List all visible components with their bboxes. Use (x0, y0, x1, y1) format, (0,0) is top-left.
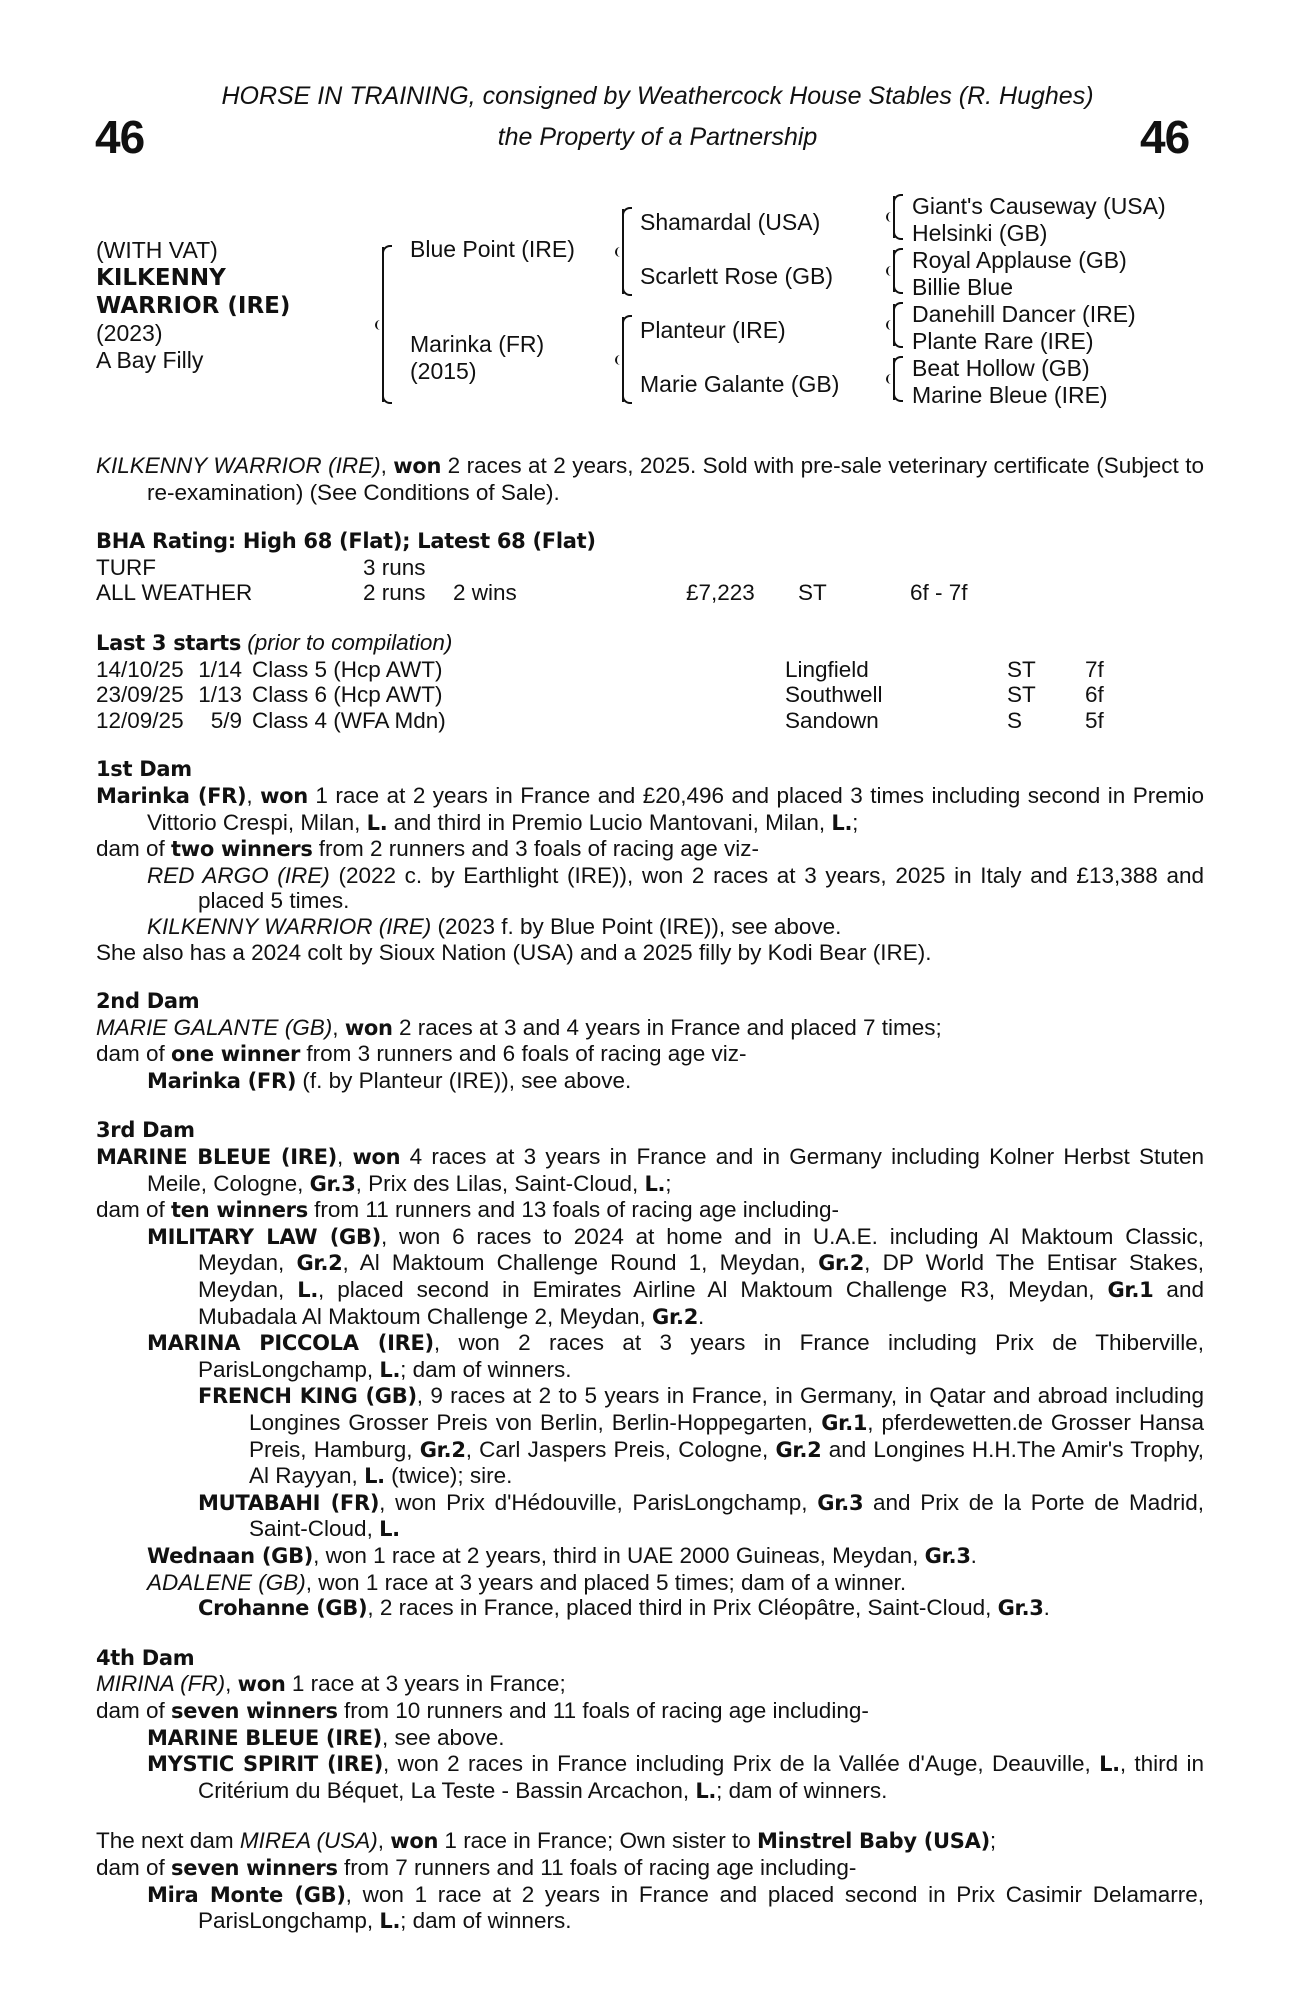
gen3-ancestor: Marine Bleue (IRE) (912, 382, 1108, 408)
start-date: 12/09/25 (96, 707, 184, 733)
text: ; dam of winners. (400, 1908, 572, 1934)
gen3-ancestor: Helsinki (GB) (912, 220, 1048, 246)
won-label: won (237, 1672, 286, 1697)
text: , 2 races in France, placed third in Prix Cléopâtre, Saint-Cloud, (367, 1595, 998, 1621)
text: , pferdewetten.de Grosser Hansa Preis, Hamburg, (249, 1410, 1204, 1462)
third-dam-title: 3rd Dam (96, 1118, 195, 1143)
start-row (96, 682, 1104, 708)
third-dam-produce (96, 1197, 1204, 1224)
listed-label: L. (379, 1517, 400, 1542)
text: dam of (96, 1197, 172, 1223)
winners-count: two winners (171, 837, 313, 862)
dam-name: MIREA (USA) (239, 1828, 378, 1854)
text: 4 races at 3 years in France and in Germany including Kolner Herbst Stuten Meile, Cologne, (147, 1144, 1204, 1196)
text: from 11 runners and 13 foals of racing age including- (307, 1197, 840, 1223)
progeny-name: Marinka (FR) (147, 1068, 297, 1093)
start-race: Class 6 (Hcp AWT) (252, 682, 443, 708)
text: ; (989, 1828, 997, 1854)
text: and Prix de la Porte de Madrid, Saint-Cloud, (249, 1489, 1204, 1542)
text: and Longines H.H.The Amir's Trophy, Al Rayyan, (249, 1436, 1204, 1489)
group-label: Gr.2 (818, 1251, 865, 1276)
text: dam of (96, 1697, 172, 1723)
vat-label: (WITH VAT) (96, 237, 218, 263)
start-course: Southwell (785, 682, 883, 708)
text: , 9 races at 2 to 5 years in France, in Germany, in Qatar and abroad including Longines Grosser Preis von Berlin, Berlin-Hoppegarten, (249, 1383, 1204, 1435)
group-label: Gr.2 (775, 1437, 822, 1462)
listed-label: L. (379, 1357, 401, 1382)
fourth-dam-paragraph: MIRINA (FR), won 1 race at 3 years in France; (96, 1671, 566, 1697)
horse-name-line2: WARRIOR (IRE) (96, 293, 291, 319)
fourth-dam-produce (96, 1698, 1204, 1725)
text: (f. by Planteur (IRE)), see above. (296, 1067, 632, 1093)
text: 1 race at 2 years in France and £20,496 and placed 3 times including second in Premio Vittorio Crespi, Milan, (147, 782, 1204, 835)
prize-money (686, 555, 798, 581)
dam-name: MARINE BLEUE (IRE) (96, 1145, 337, 1170)
progeny-entry (96, 1570, 1204, 1596)
sister-name: Minstrel Baby (USA) (757, 1829, 990, 1854)
text: , (377, 1828, 391, 1854)
first-dam-title: 1st Dam (96, 757, 192, 782)
text: dam of (96, 1854, 172, 1880)
start-position: 5/9 (210, 707, 242, 733)
sire-dam: Scarlett Rose (GB) (640, 263, 833, 289)
text: from 10 runners and 11 foals of racing age including- (337, 1697, 869, 1723)
progeny-name: Mira Monte (GB) (147, 1882, 346, 1907)
surface: ALL WEATHER (96, 580, 253, 606)
horse-name-line1: KILKENNY (96, 265, 226, 291)
fourth-dam-title: 4th Dam (96, 1645, 195, 1670)
text: . (698, 1303, 705, 1329)
text: and third in Premio Lucio Mantovani, Milan, (387, 809, 832, 835)
progeny-name: MUTABAHI (FR) (198, 1490, 380, 1515)
text: , Carl Jaspers Preis, Cologne, (465, 1436, 776, 1462)
listed-label: L. (1099, 1752, 1120, 1777)
progeny-name: ADALENE (GB) (147, 1569, 306, 1595)
text: , DP World The Entisar Stakes, Meydan, (198, 1250, 1204, 1303)
race-record-table (96, 555, 968, 606)
record-row (96, 580, 968, 606)
text: The next dam (96, 1828, 240, 1854)
distance: 6f - 7f (910, 580, 968, 606)
progeny-entry (96, 863, 1204, 914)
text: , third in Critérium du Béquet, La Teste - Bassin Arcachon, (198, 1751, 1204, 1803)
text: dam of (96, 1041, 172, 1067)
start-race: Class 5 (Hcp AWT) (252, 656, 443, 682)
catalogue-header-property: the Property of a Partnership (497, 123, 818, 151)
start-date: 14/10/25 (96, 656, 184, 682)
record-row (96, 555, 968, 581)
last-starts-table (96, 657, 1104, 734)
pedigree-bracket (893, 196, 895, 238)
distance (910, 555, 968, 581)
lot-number-right: 46 (1140, 111, 1190, 163)
start-row (96, 708, 1104, 734)
pedigree-bracket (893, 250, 895, 292)
text: . (970, 1542, 977, 1568)
text: , won 6 races to 2024 at home and in U.A.E. including Al Maktoum Classic, Meydan, (198, 1223, 1204, 1276)
group-label: Gr.1 (1107, 1278, 1154, 1303)
horse-year: (2023) (96, 320, 163, 346)
gen3-ancestor: Beat Hollow (GB) (912, 355, 1090, 381)
group-label: Gr.2 (652, 1304, 699, 1329)
start-position: 1/13 (198, 682, 242, 708)
second-dam-produce (96, 1041, 1204, 1068)
text: (twice); sire. (384, 1463, 513, 1489)
group-label: Gr.3 (817, 1490, 864, 1515)
next-dam-produce (96, 1855, 1204, 1882)
pedigree-bracket (893, 304, 895, 346)
start-race: Class 4 (WFA Mdn) (252, 707, 446, 733)
start-course: Lingfield (785, 656, 869, 682)
progeny-entry (96, 1882, 1204, 1935)
dam-sire: Planteur (IRE) (640, 317, 786, 343)
group-label: Gr.3 (924, 1543, 971, 1568)
group-label: Gr.1 (821, 1411, 868, 1435)
sire: Blue Point (IRE) (410, 236, 575, 262)
progeny-name: MARINE BLEUE (IRE) (147, 1725, 382, 1750)
start-distance: 6f (1085, 682, 1104, 708)
start-position: 1/14 (198, 656, 242, 682)
text: , Al Maktoum Challenge Round 1, Meydan, (342, 1250, 819, 1276)
summary-paragraph: KILKENNY WARRIOR (IRE), won 2 races at 2 years, 2025. Sold with pre-sale veterinary certificate (Subject to re-examination) (See Conditions of Sale). (96, 453, 1204, 505)
text: ; dam of winners. (400, 1356, 572, 1382)
progeny-name: FRENCH KING (GB) (198, 1384, 417, 1409)
dam-year: (2015) (410, 358, 477, 384)
winners-count: seven winners (171, 1855, 338, 1880)
going (798, 555, 910, 581)
pedigree-bracket (622, 209, 624, 294)
gen3-ancestor: Danehill Dancer (IRE) (912, 301, 1136, 327)
progeny-entry (96, 1383, 1204, 1489)
progeny-name: MYSTIC SPIRIT (IRE) (147, 1752, 383, 1777)
text: . (1043, 1595, 1050, 1621)
start-going: ST (1007, 656, 1036, 682)
start-course: Sandown (785, 707, 879, 733)
first-dam-also: She also has a 2024 colt by Sioux Nation (USA) and a 2025 filly by Kodi Bear (IRE). (96, 939, 932, 965)
gen3-ancestor: Billie Blue (912, 274, 1013, 300)
listed-label: L. (364, 1464, 385, 1489)
won-label: won (344, 1015, 393, 1040)
text: , won 2 races in France including Prix de la Vallée d'Auge, Deauville, (383, 1751, 1100, 1777)
last-starts-subtitle: (prior to compilation) (247, 629, 453, 655)
catalogue-header-consignor: HORSE IN TRAINING, consigned by Weathercock House Stables (R. Hughes) (221, 82, 1094, 110)
won-label: won (352, 1145, 401, 1170)
text: , placed second in Emirates Airline Al Maktoum Challenge R3, Meydan, (318, 1277, 1108, 1303)
winners-count: one winner (171, 1042, 301, 1067)
text: , won 2 races at 3 years in France including Prix de Thiberville, ParisLongchamp, (198, 1330, 1204, 1382)
progeny-name: RED ARGO (IRE) (147, 862, 330, 888)
won-label: won (393, 454, 442, 478)
runs: 3 runs (363, 554, 426, 580)
dam-dam: Marie Galante (GB) (640, 371, 840, 397)
progeny-name: KILKENNY WARRIOR (IRE) (147, 913, 432, 939)
progeny-entry (96, 1725, 1204, 1752)
text: from 3 runners and 6 foals of racing age viz- (300, 1041, 747, 1067)
listed-label: L. (379, 1909, 401, 1934)
dam: Marinka (FR) (410, 331, 545, 357)
progeny-entry (96, 1224, 1204, 1330)
start-distance: 5f (1085, 707, 1104, 733)
pedigree-bracket (622, 317, 624, 402)
group-label: Gr.3 (997, 1596, 1044, 1621)
text: 2 races at 3 and 4 years in France and placed 7 times; (392, 1014, 942, 1040)
listed-label: L. (366, 810, 388, 835)
summary-text: 2 races at 2 years, 2025. Sold with pre-sale veterinary certificate (Subject to re-examination) (See Conditions of Sale). (147, 453, 1204, 505)
first-dam-produce (96, 836, 1204, 863)
group-label: Gr.2 (296, 1251, 343, 1276)
text: and Mubadala Al Maktoum Challenge 2, Meydan, (198, 1277, 1204, 1329)
start-going: S (1007, 707, 1023, 733)
horse-description: A Bay Filly (96, 347, 204, 373)
listed-label: L. (831, 810, 853, 835)
pedigree-bracket (382, 247, 384, 402)
text: from 7 runners and 11 foals of racing age including- (337, 1854, 857, 1880)
progeny-name: Crohanne (GB) (198, 1596, 368, 1621)
winners-count: seven winners (171, 1698, 338, 1723)
lot-number-left: 46 (95, 111, 145, 163)
dam-name: Marinka (FR) (96, 783, 247, 808)
text: ; (852, 809, 859, 835)
text: , won 1 race at 3 years and placed 5 times; dam of a winner. (305, 1569, 907, 1595)
progeny-entry (96, 1330, 1204, 1383)
next-dam-paragraph (96, 1828, 1204, 1855)
text: ; (665, 1170, 672, 1196)
text: , won Prix d'Hédouville, ParisLongchamp, (379, 1489, 818, 1515)
second-dam-title: 2nd Dam (96, 989, 200, 1014)
runs: 2 runs (363, 580, 426, 606)
prize-money: £7,223 (686, 580, 755, 606)
text: from 2 runners and 3 foals of racing age viz- (312, 836, 760, 862)
start-going: ST (1007, 682, 1036, 708)
second-dam-paragraph: MARIE GALANTE (GB), won 2 races at 3 and 4 years in France and placed 7 times; (96, 1014, 942, 1040)
surface: TURF (96, 554, 156, 580)
group-label: Gr.2 (419, 1437, 466, 1462)
progeny-name: Wednaan (GB) (147, 1543, 314, 1568)
text: dam of (96, 836, 172, 862)
sire-sire: Shamardal (USA) (640, 209, 821, 235)
wins (453, 555, 686, 581)
bha-rating-title: BHA Rating: High 68 (Flat); Latest 68 (Flat) (96, 529, 596, 554)
text: (2022 c. by Earthlight (IRE)), won 2 races at 3 years, 2025 in Italy and £13,388 and placed 5 times. (198, 862, 1204, 914)
text: , see above. (381, 1724, 505, 1750)
winners-count: ten winners (171, 1198, 308, 1223)
progeny-entry (96, 1751, 1204, 1804)
listed-label: L. (644, 1171, 666, 1196)
text: ; dam of winners. (716, 1777, 888, 1803)
third-dam-paragraph: MARINE BLEUE (IRE), won 4 races at 3 years in France and in Germany including Kolner Herbst Stuten Meile, Cologne, Gr.3, Prix des Lilas, Saint-Cloud, L.; (96, 1144, 1204, 1196)
text: (2023 f. by Blue Point (IRE)), see above. (431, 913, 842, 939)
progeny-entry (96, 914, 1204, 940)
text: 1 race in France; Own sister to (438, 1828, 758, 1854)
dam-name: MIRINA (FR) (96, 1671, 226, 1697)
group-label: Gr.3 (309, 1171, 356, 1196)
text: 1 race at 3 years in France; (285, 1671, 566, 1697)
won-label: won (260, 783, 308, 808)
pedigree-bracket (893, 358, 895, 400)
last-starts-title: Last 3 starts (96, 630, 242, 655)
start-row (96, 657, 1104, 683)
catalogue-body (96, 453, 1204, 1935)
progeny-entry (96, 1543, 1204, 1570)
start-date: 23/09/25 (96, 682, 184, 708)
listed-label: L. (695, 1778, 717, 1803)
text: , Prix des Lilas, Saint-Cloud, (355, 1170, 645, 1196)
won-label: won (390, 1829, 439, 1854)
gen3-ancestor: Plante Rare (IRE) (912, 328, 1094, 354)
progeny-entry (96, 1595, 1204, 1622)
horse-info (96, 237, 290, 374)
text: , won 1 race at 2 years in France and placed second in Prix Casimir Delamarre, ParisLongchamp, (198, 1881, 1204, 1934)
first-dam-paragraph: Marinka (FR), won 1 race at 2 years in France and £20,496 and placed 3 times including second in Premio Vittorio Crespi, Milan, L. and third in Premio Lucio Mantovani, Milan, L.; (96, 782, 1204, 835)
summary-horse-name: KILKENNY WARRIOR (IRE) (96, 453, 381, 478)
wins: 2 wins (453, 580, 517, 606)
start-distance: 7f (1085, 656, 1104, 682)
progeny-name: MARINA PICCOLA (IRE) (147, 1331, 434, 1356)
progeny-entry (96, 1068, 1204, 1095)
text: , won 1 race at 2 years, third in UAE 2000 Guineas, Meydan, (313, 1542, 925, 1568)
dam-name: MARIE GALANTE (GB) (96, 1014, 333, 1040)
progeny-name: MILITARY LAW (GB) (147, 1224, 381, 1249)
going: ST (798, 580, 827, 606)
gen3-ancestor: Giant's Causeway (USA) (912, 193, 1166, 219)
progeny-entry (96, 1490, 1204, 1543)
gen3-ancestor: Royal Applause (GB) (912, 247, 1127, 273)
listed-label: L. (297, 1278, 319, 1303)
